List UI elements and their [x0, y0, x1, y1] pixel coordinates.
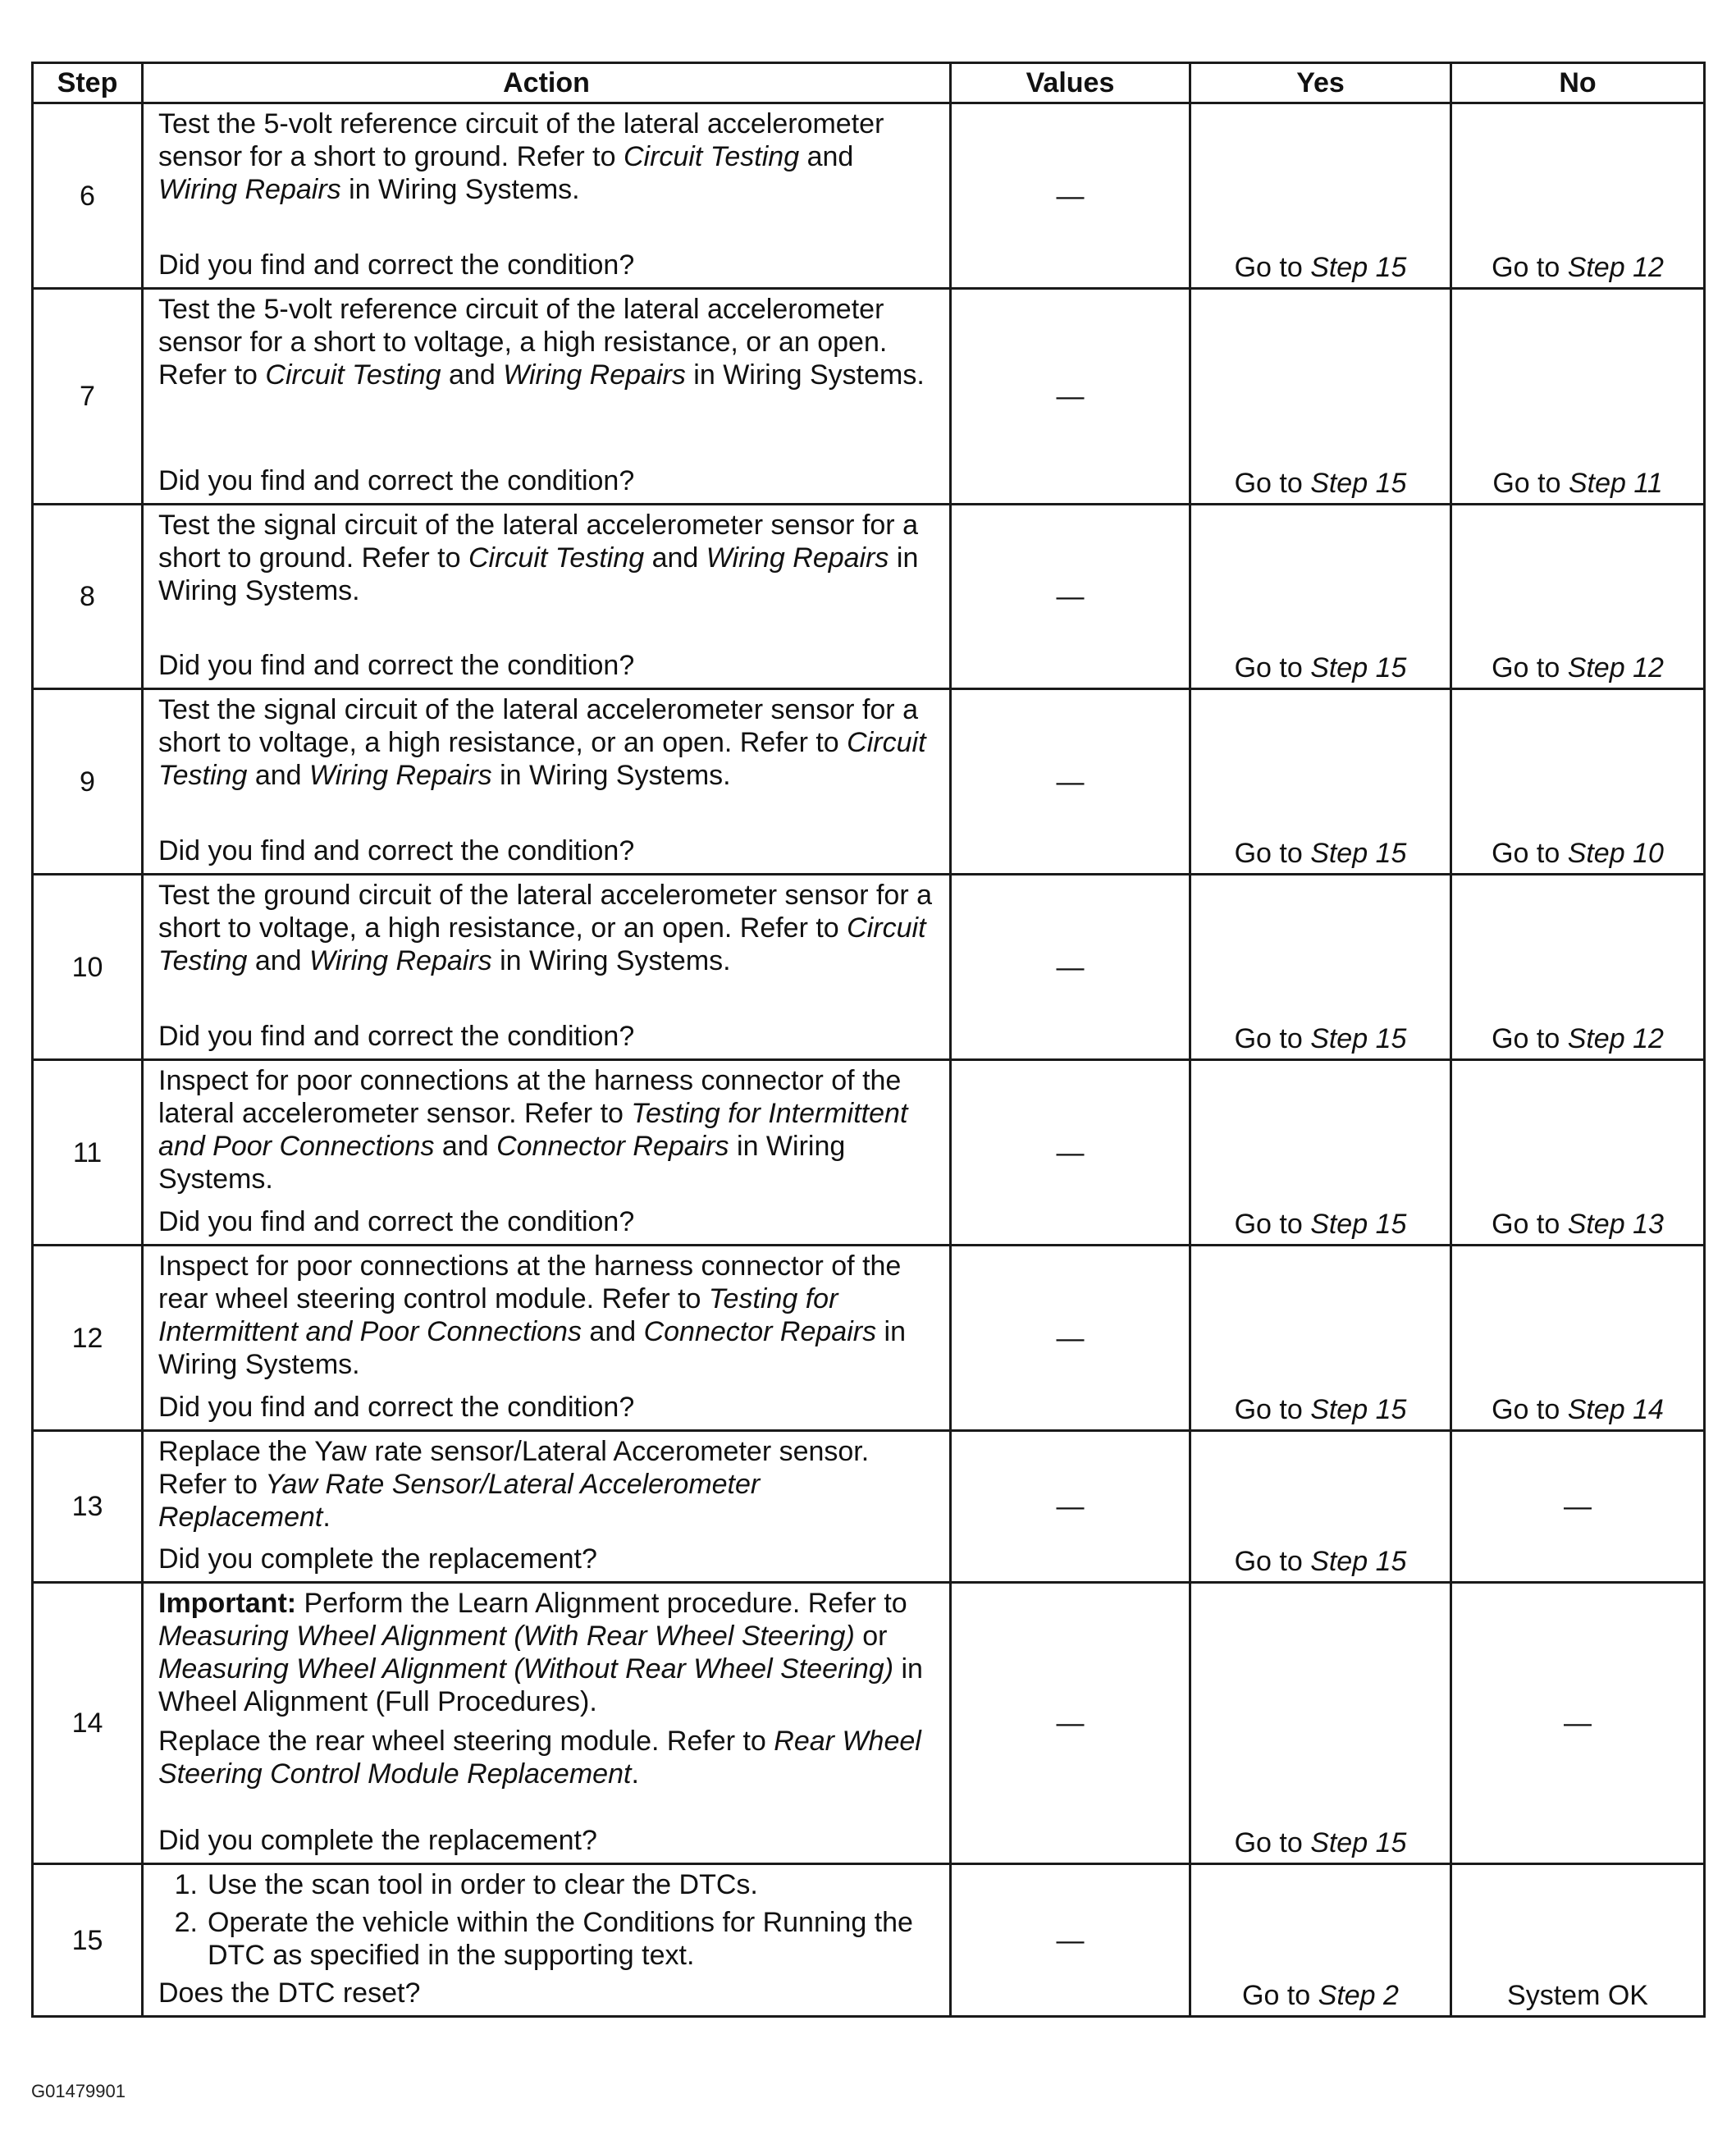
reference-link[interactable]: Circuit Testing: [158, 727, 926, 791]
goto-prefix: Go to: [1234, 652, 1311, 683]
step-link[interactable]: Step 15: [1310, 1394, 1407, 1425]
step-link[interactable]: Step 14: [1567, 1394, 1664, 1425]
goto-prefix: Go to: [1492, 252, 1568, 283]
procedure-number: 2.: [174, 1907, 198, 1938]
reference-link[interactable]: Testing for Intermittent and Poor Connections: [158, 1283, 838, 1347]
action-cell: [143, 505, 951, 689]
action-question: Did you find and correct the condition?: [158, 1206, 635, 1237]
table-row: [33, 289, 1705, 505]
reference-link[interactable]: Circuit Testing: [623, 141, 800, 172]
action-question: Did you find and correct the condition?: [158, 1021, 635, 1052]
action-cell: [143, 1431, 951, 1583]
values-cell: —: [951, 689, 1190, 875]
step-number: 7: [33, 289, 143, 505]
no-cell: [1451, 689, 1705, 875]
no-cell: [1451, 875, 1705, 1060]
action-body: [158, 1064, 938, 1196]
goto-prefix: Go to: [1234, 1546, 1311, 1577]
step-link[interactable]: Step 15: [1310, 1546, 1407, 1577]
no-cell: [1451, 505, 1705, 689]
values-cell: —: [951, 289, 1190, 505]
goto-prefix: Go to: [1492, 1394, 1568, 1425]
step-link[interactable]: Step 15: [1310, 1827, 1407, 1858]
reference-link[interactable]: Circuit Testing: [158, 912, 926, 976]
action-body: [158, 293, 938, 391]
action-question: Does the DTC reset?: [158, 1977, 421, 2009]
table-row: [33, 1864, 1705, 2017]
action-content: [158, 1868, 938, 2009]
action-text: and: [441, 359, 504, 391]
yes-cell: [1190, 1583, 1451, 1864]
values-cell: —: [951, 1583, 1190, 1864]
goto-prefix: Go to: [1492, 1023, 1568, 1054]
action-paragraph: [158, 693, 938, 792]
action-body: [158, 693, 938, 792]
action-paragraph: [158, 1587, 938, 1718]
action-question: Did you find and correct the condition?: [158, 249, 635, 281]
step-link[interactable]: Step 12: [1567, 1023, 1664, 1054]
reference-link[interactable]: Wiring Repairs: [309, 945, 492, 976]
action-cell: [143, 689, 951, 875]
action-text: in Wiring Systems.: [491, 945, 731, 976]
goto-prefix: Go to: [1234, 468, 1311, 499]
action-paragraph: [158, 1725, 938, 1790]
no-cell: [1451, 1060, 1705, 1246]
action-paragraph: [158, 1064, 938, 1196]
step-link[interactable]: Step 13: [1567, 1209, 1664, 1240]
reference-link[interactable]: Rear Wheel Steering Control Module Replacement: [158, 1726, 921, 1790]
action-body: [158, 879, 938, 977]
values-cell: —: [951, 505, 1190, 689]
header-values: Values: [951, 63, 1190, 103]
action-cell: [143, 289, 951, 505]
step-number: 9: [33, 689, 143, 875]
action-body: [158, 1250, 938, 1381]
table-row: [33, 1583, 1705, 1864]
action-cell: [143, 1864, 951, 2017]
no-cell: —: [1451, 1583, 1705, 1864]
header-step: Step: [33, 63, 143, 103]
table-row: [33, 1431, 1705, 1583]
no-cell: System OK: [1451, 1864, 1705, 2017]
reference-link[interactable]: Circuit Testing: [265, 359, 441, 391]
goto-prefix: Go to: [1234, 1827, 1311, 1858]
values-cell: —: [951, 1431, 1190, 1583]
header-no: No: [1451, 63, 1705, 103]
goto-prefix: Go to: [1492, 838, 1568, 869]
reference-link[interactable]: Wiring Repairs: [158, 174, 341, 205]
step-number: 13: [33, 1431, 143, 1583]
goto-prefix: Go to: [1492, 652, 1568, 683]
yes-cell: [1190, 689, 1451, 875]
action-text: .: [322, 1502, 331, 1533]
table-body: [33, 103, 1705, 2017]
goto-prefix: Go to: [1234, 838, 1311, 869]
no-cell: [1451, 103, 1705, 289]
action-cell: [143, 875, 951, 1060]
action-text: Test the signal circuit of the lateral accelerometer sensor for a short to voltage, a high resistance, or an open. Refer to: [158, 694, 918, 758]
yes-cell: [1190, 1060, 1451, 1246]
reference-link[interactable]: Wiring Repairs: [503, 359, 686, 391]
procedure-list: [158, 1868, 938, 1972]
step-link[interactable]: Step 11: [1568, 468, 1663, 499]
action-content: [158, 1064, 938, 1238]
no-cell: [1451, 289, 1705, 505]
action-text: Test the 5-volt reference circuit of the lateral accelerometer sensor for a short to ground. Refer to: [158, 108, 884, 172]
goto-prefix: Go to: [1492, 468, 1569, 499]
action-paragraph: [158, 107, 938, 206]
action-body: [158, 1435, 938, 1534]
no-cell: [1451, 1246, 1705, 1431]
step-number: 8: [33, 505, 143, 689]
reference-link[interactable]: Testing for Intermittent and Poor Connections: [158, 1098, 908, 1162]
action-paragraph: [158, 293, 938, 391]
action-text: and: [247, 945, 309, 976]
action-text: in Wiring Systems.: [158, 1131, 846, 1195]
action-text: Replace the rear wheel steering module. Refer to: [158, 1726, 774, 1757]
values-cell: —: [951, 103, 1190, 289]
action-text: in Wiring Systems.: [158, 1316, 906, 1380]
yes-cell: [1190, 103, 1451, 289]
yes-cell: [1190, 1431, 1451, 1583]
table-row: [33, 875, 1705, 1060]
procedure-text: Operate the vehicle within the Conditions for Running the DTC as specified in the supporting text.: [208, 1907, 913, 1971]
action-question: Did you find and correct the condition?: [158, 650, 635, 681]
action-text: Test the signal circuit of the lateral accelerometer sensor for a short to ground. Refer to: [158, 510, 918, 574]
action-paragraph: [158, 509, 938, 607]
action-body: [158, 1587, 938, 1790]
step-link[interactable]: Step 15: [1310, 652, 1407, 683]
yes-cell: [1190, 1246, 1451, 1431]
action-cell: [143, 1246, 951, 1431]
yes-cell: [1190, 505, 1451, 689]
step-number: 11: [33, 1060, 143, 1246]
yes-cell: [1190, 289, 1451, 505]
step-number: 10: [33, 875, 143, 1060]
reference-link[interactable]: Connector Repairs: [496, 1131, 729, 1162]
step-link[interactable]: Step 10: [1567, 838, 1664, 869]
reference-link[interactable]: Measuring Wheel Alignment (With Rear Wheel Steering): [158, 1621, 855, 1652]
action-question: Did you find and correct the condition?: [158, 465, 635, 496]
important-label: Important:: [158, 1588, 297, 1619]
action-content: [158, 1250, 938, 1424]
action-content: [158, 1587, 938, 1857]
table-row: [33, 1246, 1705, 1431]
goto-prefix: Go to: [1234, 252, 1311, 283]
step-number: 15: [33, 1864, 143, 2017]
diagnostic-table: [31, 62, 1706, 2018]
action-text: in Wheel Alignment (Full Procedures).: [158, 1653, 923, 1717]
action-body: [158, 509, 938, 607]
action-paragraph: [158, 1435, 938, 1534]
action-text: Inspect for poor connections at the harness connector of the lateral accelerometer sensor. Refer to: [158, 1065, 902, 1129]
reference-link[interactable]: Wiring Repairs: [309, 760, 492, 791]
step-link[interactable]: Step 12: [1567, 252, 1664, 283]
step-link[interactable]: Step 12: [1567, 652, 1664, 683]
action-text: Inspect for poor connections at the harness connector of the rear wheel steering control module. Refer to: [158, 1250, 902, 1314]
action-question: Did you complete the replacement?: [158, 1825, 597, 1856]
step-number: 14: [33, 1583, 143, 1864]
action-cell: [143, 1060, 951, 1246]
goto-prefix: Go to: [1234, 1023, 1311, 1054]
yes-cell: [1190, 1864, 1451, 2017]
action-text: in Wiring Systems.: [491, 760, 731, 791]
step-link[interactable]: Step 15: [1310, 838, 1407, 869]
action-text: and: [644, 542, 706, 574]
step-link[interactable]: Step 15: [1310, 252, 1407, 283]
action-text: in Wiring Systems.: [340, 174, 580, 205]
action-text: and: [247, 760, 309, 791]
reference-link[interactable]: Measuring Wheel Alignment (Without Rear Wheel Steering): [158, 1653, 894, 1685]
step-link[interactable]: Step 2: [1318, 1980, 1399, 2011]
header-yes: Yes: [1190, 63, 1451, 103]
values-cell: —: [951, 1864, 1190, 2017]
action-content: [158, 509, 938, 682]
goto-prefix: Go to: [1242, 1980, 1318, 2011]
action-paragraph: [158, 879, 938, 977]
action-question: Did you complete the replacement?: [158, 1543, 597, 1575]
reference-link[interactable]: Connector Repairs: [643, 1316, 877, 1347]
procedure-item: [158, 1906, 938, 1972]
action-question: Did you find and correct the condition?: [158, 835, 635, 866]
step-number: 6: [33, 103, 143, 289]
values-cell: —: [951, 1060, 1190, 1246]
procedure-item: [158, 1868, 938, 1901]
action-content: [158, 693, 938, 867]
reference-link[interactable]: Yaw Rate Sensor/Lateral Accelerometer Replacement: [158, 1469, 761, 1533]
action-paragraph: [158, 1250, 938, 1381]
table-row: [33, 103, 1705, 289]
yes-cell: [1190, 875, 1451, 1060]
step-link[interactable]: Step 15: [1310, 1023, 1407, 1054]
action-content: [158, 293, 938, 497]
goto-prefix: Go to: [1492, 1209, 1568, 1240]
no-cell: —: [1451, 1431, 1705, 1583]
header-action: Action: [143, 63, 951, 103]
step-link[interactable]: Step 15: [1310, 468, 1407, 499]
header-row: [33, 63, 1705, 103]
action-body: [158, 107, 938, 206]
action-content: [158, 107, 938, 281]
procedure-number: 1.: [174, 1869, 198, 1900]
action-text: in Wiring Systems.: [685, 359, 925, 391]
goto-prefix: Go to: [1234, 1394, 1311, 1425]
action-content: [158, 879, 938, 1053]
action-text: Perform the Learn Alignment procedure. Refer to: [296, 1588, 907, 1619]
table-row: [33, 505, 1705, 689]
action-text: Replace the Yaw rate sensor/Lateral Accerometer sensor. Refer to: [158, 1436, 870, 1500]
action-text: and: [434, 1131, 497, 1162]
reference-link[interactable]: Wiring Repairs: [706, 542, 889, 574]
reference-link[interactable]: Circuit Testing: [468, 542, 645, 574]
goto-prefix: Go to: [1234, 1209, 1311, 1240]
action-cell: [143, 103, 951, 289]
figure-id: G01479901: [31, 2081, 126, 2101]
action-text: Test the 5-volt reference circuit of the lateral accelerometer sensor for a short to voltage, a high resistance, or an open. Refer to: [158, 294, 888, 391]
action-text: .: [631, 1758, 639, 1790]
action-text: and: [581, 1316, 644, 1347]
action-text: or: [854, 1621, 888, 1652]
values-cell: —: [951, 1246, 1190, 1431]
action-cell: [143, 1583, 951, 1864]
action-content: [158, 1435, 938, 1575]
step-number: 12: [33, 1246, 143, 1431]
values-cell: —: [951, 875, 1190, 1060]
action-text: Test the ground circuit of the lateral accelerometer sensor for a short to voltage, a high resistance, or an open. Refer to: [158, 880, 933, 944]
action-text: and: [799, 141, 854, 172]
step-link[interactable]: Step 15: [1310, 1209, 1407, 1240]
table-row: [33, 689, 1705, 875]
procedure-text: Use the scan tool in order to clear the DTCs.: [208, 1869, 758, 1900]
action-question: Did you find and correct the condition?: [158, 1392, 635, 1423]
action-body: [158, 1868, 938, 1977]
action-text: in Wiring Systems.: [158, 542, 919, 606]
table-row: [33, 1060, 1705, 1246]
